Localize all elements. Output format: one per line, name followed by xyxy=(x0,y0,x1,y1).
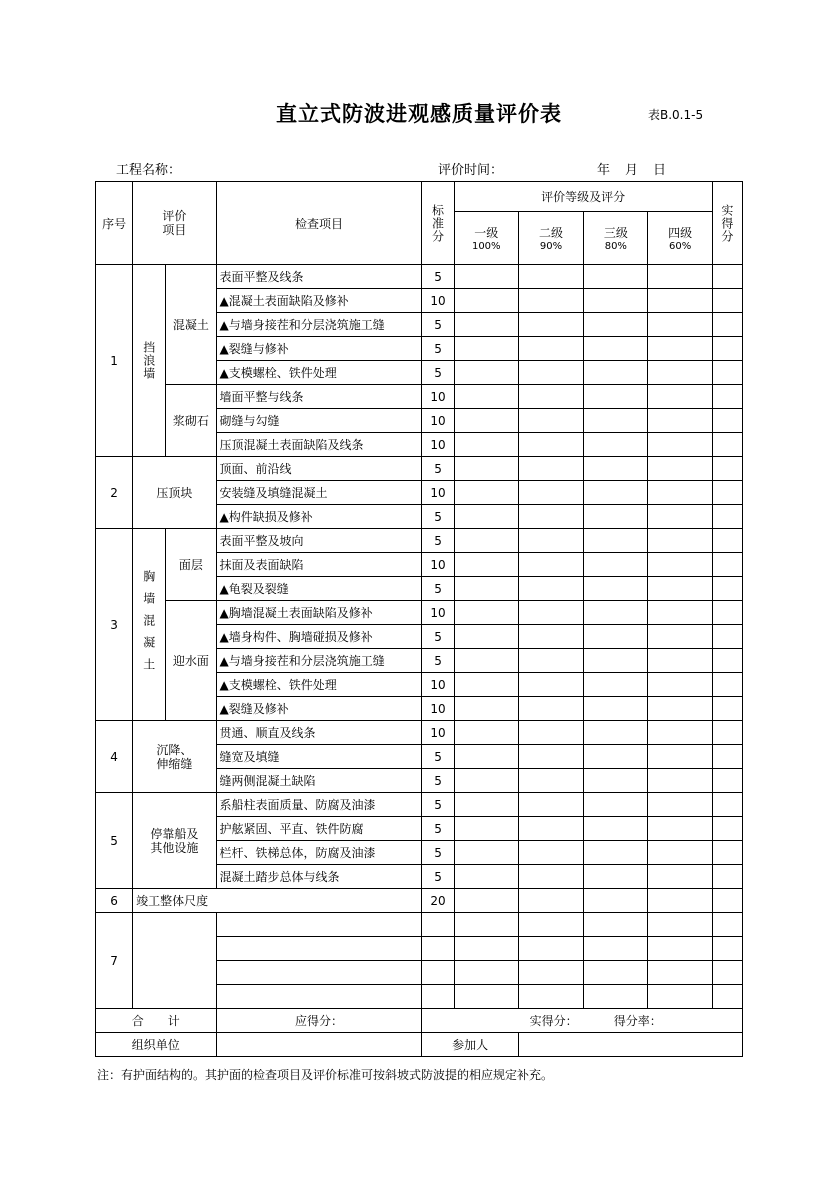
score-cell[interactable] xyxy=(584,889,648,913)
score-cell[interactable] xyxy=(584,961,648,985)
score-cell[interactable] xyxy=(584,745,648,769)
standard-score: 5 xyxy=(422,769,454,793)
score-cell[interactable] xyxy=(712,529,742,553)
score-cell[interactable] xyxy=(648,889,712,913)
score-cell[interactable] xyxy=(584,625,648,649)
date-month: 月 xyxy=(625,163,639,178)
score-cell[interactable] xyxy=(454,913,518,937)
subgroup-name: 混凝土 xyxy=(166,265,216,385)
score-cell[interactable] xyxy=(648,289,712,313)
score-cell[interactable] xyxy=(584,361,648,385)
header-no: 序号 xyxy=(96,182,133,265)
standard-score: 10 xyxy=(422,481,454,505)
score-cell[interactable] xyxy=(518,337,583,361)
score-cell[interactable] xyxy=(712,745,742,769)
score-cell[interactable] xyxy=(584,529,648,553)
org-label: 组织单位 xyxy=(96,1033,217,1057)
score-cell[interactable] xyxy=(648,913,712,937)
score-cell[interactable] xyxy=(712,361,742,385)
score-cell[interactable] xyxy=(518,793,583,817)
check-item: 混凝土踏步总体与线条 xyxy=(216,865,422,889)
score-cell[interactable] xyxy=(454,505,518,529)
check-item[interactable] xyxy=(216,913,422,937)
score-cell[interactable] xyxy=(454,817,518,841)
score-cell[interactable] xyxy=(712,793,742,817)
grade-2-pct: 90% xyxy=(539,241,563,253)
score-cell[interactable] xyxy=(584,673,648,697)
standard-score: 10 xyxy=(422,721,454,745)
section-no: 4 xyxy=(96,721,133,793)
standard-score: 5 xyxy=(422,865,454,889)
score-cell[interactable] xyxy=(518,985,583,1009)
score-cell[interactable] xyxy=(712,817,742,841)
check-item: 安装缝及填缝混凝土 xyxy=(216,481,422,505)
score-cell[interactable] xyxy=(518,529,583,553)
header-standard: 标准分 xyxy=(422,182,454,265)
standard-score: 10 xyxy=(422,433,454,457)
score-cell[interactable] xyxy=(518,505,583,529)
score-cell[interactable] xyxy=(518,817,583,841)
table-row xyxy=(96,529,743,553)
score-cell[interactable] xyxy=(584,793,648,817)
score-cell[interactable] xyxy=(648,601,712,625)
table-row xyxy=(96,721,743,745)
score-cell[interactable] xyxy=(454,889,518,913)
score-cell[interactable] xyxy=(454,745,518,769)
check-item: ▲裂缝与修补 xyxy=(216,337,422,361)
standard-score: 10 xyxy=(422,289,454,313)
table-row xyxy=(96,793,743,817)
grade-4 xyxy=(648,212,712,265)
header-actual: 实得分 xyxy=(712,182,742,265)
score-cell[interactable] xyxy=(518,553,583,577)
standard-score: 5 xyxy=(422,361,454,385)
standard-score: 10 xyxy=(422,409,454,433)
section-name: 停靠船及 其他设施 xyxy=(133,793,216,889)
standard-score[interactable] xyxy=(422,985,454,1009)
subgroup-name: 面层 xyxy=(166,529,216,601)
score-cell[interactable] xyxy=(648,769,712,793)
score-cell[interactable] xyxy=(584,937,648,961)
table-row xyxy=(96,1033,743,1057)
check-item[interactable] xyxy=(216,985,422,1009)
header-check-item: 检查项目 xyxy=(216,182,422,265)
standard-score: 5 xyxy=(422,649,454,673)
score-cell[interactable] xyxy=(454,265,518,289)
score-cell[interactable] xyxy=(712,481,742,505)
score-cell[interactable] xyxy=(648,385,712,409)
score-cell[interactable] xyxy=(454,985,518,1009)
standard-score: 5 xyxy=(422,625,454,649)
score-rate-label: 得分率： xyxy=(584,1009,743,1033)
score-cell[interactable] xyxy=(584,337,648,361)
score-cell[interactable] xyxy=(712,649,742,673)
participant-value[interactable] xyxy=(518,1033,742,1057)
standard-score: 10 xyxy=(422,601,454,625)
score-cell[interactable] xyxy=(454,793,518,817)
score-cell[interactable] xyxy=(584,553,648,577)
score-cell[interactable] xyxy=(454,433,518,457)
section-name: 挡浪墙 xyxy=(133,265,166,457)
score-cell[interactable] xyxy=(518,745,583,769)
score-cell[interactable] xyxy=(648,457,712,481)
table-row xyxy=(96,265,743,289)
standard-score[interactable] xyxy=(422,961,454,985)
section-no: 1 xyxy=(96,265,133,457)
score-cell[interactable] xyxy=(712,841,742,865)
score-cell[interactable] xyxy=(584,577,648,601)
score-cell[interactable] xyxy=(712,961,742,985)
check-item: 系船柱表面质量、防腐及油漆 xyxy=(216,793,422,817)
score-cell[interactable] xyxy=(712,409,742,433)
check-item: ▲裂缝及修补 xyxy=(216,697,422,721)
subgroup-name: 浆砌石 xyxy=(166,385,216,457)
grade-4-pct: 60% xyxy=(669,241,692,253)
score-cell[interactable] xyxy=(648,673,712,697)
score-cell[interactable] xyxy=(648,505,712,529)
score-cell[interactable] xyxy=(648,529,712,553)
check-item: 贯通、顺直及线条 xyxy=(216,721,422,745)
score-cell[interactable] xyxy=(454,625,518,649)
standard-score: 5 xyxy=(422,265,454,289)
score-cell[interactable] xyxy=(648,337,712,361)
table-row xyxy=(96,1009,743,1033)
check-item: 压顶混凝土表面缺陷及线条 xyxy=(216,433,422,457)
standard-score: 10 xyxy=(422,553,454,577)
check-item: ▲墙身构件、胸墙碰损及修补 xyxy=(216,625,422,649)
check-item: 墙面平整与线条 xyxy=(216,385,422,409)
score-cell[interactable] xyxy=(648,697,712,721)
score-cell[interactable] xyxy=(454,697,518,721)
score-cell[interactable] xyxy=(584,265,648,289)
score-cell[interactable] xyxy=(648,961,712,985)
score-cell[interactable] xyxy=(518,457,583,481)
score-cell[interactable] xyxy=(584,409,648,433)
score-cell[interactable] xyxy=(518,577,583,601)
grade-3-name: 三级 xyxy=(603,226,628,241)
section-name: 沉降、 伸缩缝 xyxy=(133,721,216,793)
score-cell[interactable] xyxy=(712,433,742,457)
score-cell[interactable] xyxy=(518,361,583,385)
check-item: ▲支模螺栓、铁件处理 xyxy=(216,361,422,385)
check-item[interactable] xyxy=(216,937,422,961)
score-cell[interactable] xyxy=(584,457,648,481)
score-cell[interactable] xyxy=(648,361,712,385)
project-name-label: 工程名称： xyxy=(116,163,182,178)
participant-label: 参加人 xyxy=(422,1033,518,1057)
score-cell[interactable] xyxy=(712,457,742,481)
score-cell[interactable] xyxy=(584,913,648,937)
standard-score: 10 xyxy=(422,697,454,721)
form-code: 表B.0.1-5 xyxy=(648,108,704,122)
score-cell[interactable] xyxy=(712,625,742,649)
check-item: 栏杆、铁梯总体，防腐及油漆 xyxy=(216,841,422,865)
score-cell[interactable] xyxy=(648,553,712,577)
score-cell[interactable] xyxy=(712,505,742,529)
grade-4-name: 四级 xyxy=(668,226,693,241)
score-cell[interactable] xyxy=(454,649,518,673)
header-grade-group: 评价等级及评分 xyxy=(454,182,712,212)
score-cell[interactable] xyxy=(518,265,583,289)
score-cell[interactable] xyxy=(454,481,518,505)
score-cell[interactable] xyxy=(454,289,518,313)
score-cell[interactable] xyxy=(454,409,518,433)
score-cell[interactable] xyxy=(518,649,583,673)
score-cell[interactable] xyxy=(454,337,518,361)
score-cell[interactable] xyxy=(648,817,712,841)
score-cell[interactable] xyxy=(518,673,583,697)
expected-score-label: 应得分： xyxy=(216,1009,422,1033)
score-cell[interactable] xyxy=(712,889,742,913)
section-name xyxy=(133,913,216,1009)
score-cell[interactable] xyxy=(454,841,518,865)
section-no: 3 xyxy=(96,529,133,721)
standard-score: 5 xyxy=(422,313,454,337)
evaluation-table xyxy=(95,181,743,1057)
score-cell[interactable] xyxy=(518,409,583,433)
standard-score: 5 xyxy=(422,745,454,769)
score-cell[interactable] xyxy=(454,313,518,337)
score-cell[interactable] xyxy=(518,961,583,985)
grade-3-pct: 80% xyxy=(604,241,627,253)
standard-score: 5 xyxy=(422,841,454,865)
standard-score: 5 xyxy=(422,817,454,841)
score-cell[interactable] xyxy=(518,937,583,961)
score-cell[interactable] xyxy=(454,769,518,793)
score-cell[interactable] xyxy=(518,721,583,745)
score-cell[interactable] xyxy=(454,865,518,889)
score-cell[interactable] xyxy=(454,673,518,697)
check-item: 砌缝与勾缝 xyxy=(216,409,422,433)
score-cell[interactable] xyxy=(712,673,742,697)
score-cell[interactable] xyxy=(648,745,712,769)
score-cell[interactable] xyxy=(454,457,518,481)
check-item: ▲与墙身接茬和分层浇筑施工缝 xyxy=(216,313,422,337)
grade-1 xyxy=(454,212,518,265)
check-item: 抹面及表面缺陷 xyxy=(216,553,422,577)
subgroup-name: 迎水面 xyxy=(166,601,216,721)
score-cell[interactable] xyxy=(648,985,712,1009)
score-cell[interactable] xyxy=(712,601,742,625)
grade-2 xyxy=(518,212,583,265)
check-item: 缝宽及填缝 xyxy=(216,745,422,769)
score-cell[interactable] xyxy=(648,721,712,745)
check-item: 护舷紧固、平直、铁件防腐 xyxy=(216,817,422,841)
section-name: 竣工整体尺度 xyxy=(133,889,422,913)
score-cell[interactable] xyxy=(584,817,648,841)
check-item: 表面平整及线条 xyxy=(216,265,422,289)
score-cell[interactable] xyxy=(518,841,583,865)
score-cell[interactable] xyxy=(454,529,518,553)
grade-1-pct: 100% xyxy=(471,241,501,253)
check-item: ▲混凝土表面缺陷及修补 xyxy=(216,289,422,313)
score-cell[interactable] xyxy=(648,625,712,649)
section-name: 胸墙混凝土 xyxy=(133,529,166,721)
standard-score: 5 xyxy=(422,577,454,601)
score-cell[interactable] xyxy=(712,289,742,313)
check-item: ▲胸墙混凝土表面缺陷及修补 xyxy=(216,601,422,625)
score-cell[interactable] xyxy=(648,577,712,601)
score-cell[interactable] xyxy=(648,481,712,505)
score-cell[interactable] xyxy=(648,841,712,865)
table-row xyxy=(96,889,743,913)
section-no: 7 xyxy=(96,913,133,1009)
footnote: 注：有护面结构的。其护面的检查项目及评价标准可按斜坡式防波提的相应规定补充。 xyxy=(97,1068,554,1082)
standard-score: 5 xyxy=(422,457,454,481)
check-item: ▲与墙身接茬和分层浇筑施工缝 xyxy=(216,649,422,673)
score-cell[interactable] xyxy=(584,385,648,409)
score-cell[interactable] xyxy=(454,577,518,601)
table-row xyxy=(96,385,743,409)
section-name: 压顶块 xyxy=(133,457,216,529)
standard-score: 10 xyxy=(422,673,454,697)
standard-score[interactable] xyxy=(422,937,454,961)
check-item: ▲支模螺栓、铁件处理 xyxy=(216,673,422,697)
score-cell[interactable] xyxy=(712,577,742,601)
score-cell[interactable] xyxy=(518,601,583,625)
table-row xyxy=(96,913,743,937)
check-item: ▲龟裂及裂缝 xyxy=(216,577,422,601)
score-cell[interactable] xyxy=(584,505,648,529)
score-cell[interactable] xyxy=(712,313,742,337)
score-cell[interactable] xyxy=(518,625,583,649)
score-cell[interactable] xyxy=(454,361,518,385)
score-cell[interactable] xyxy=(584,865,648,889)
date-year: 年 xyxy=(597,163,611,178)
score-cell[interactable] xyxy=(518,385,583,409)
grade-1-name: 一级 xyxy=(474,226,499,241)
score-cell[interactable] xyxy=(584,649,648,673)
score-cell[interactable] xyxy=(518,433,583,457)
score-cell[interactable] xyxy=(712,553,742,577)
score-cell[interactable] xyxy=(584,721,648,745)
check-item[interactable] xyxy=(216,961,422,985)
score-cell[interactable] xyxy=(648,409,712,433)
score-cell[interactable] xyxy=(518,913,583,937)
score-cell[interactable] xyxy=(454,961,518,985)
eval-time-label: 评价时间： xyxy=(438,163,504,178)
score-cell[interactable] xyxy=(454,601,518,625)
page-title: 直立式防波进观感质量评价表 xyxy=(276,102,562,126)
section-no: 2 xyxy=(96,457,133,529)
score-cell[interactable] xyxy=(648,865,712,889)
score-cell[interactable] xyxy=(712,697,742,721)
check-item: 表面平整及坡向 xyxy=(216,529,422,553)
score-cell[interactable] xyxy=(648,793,712,817)
score-cell[interactable] xyxy=(454,721,518,745)
standard-score: 20 xyxy=(422,889,454,913)
score-cell[interactable] xyxy=(584,313,648,337)
score-cell[interactable] xyxy=(712,337,742,361)
score-cell[interactable] xyxy=(518,865,583,889)
standard-score: 5 xyxy=(422,505,454,529)
org-value[interactable] xyxy=(216,1033,422,1057)
standard-score: 5 xyxy=(422,529,454,553)
check-item: ▲构件缺损及修补 xyxy=(216,505,422,529)
actual-score-label: 实得分： xyxy=(422,1009,584,1033)
score-cell[interactable] xyxy=(518,769,583,793)
header-eval-item: 评价 项目 xyxy=(133,182,216,265)
standard-score: 10 xyxy=(422,385,454,409)
score-cell[interactable] xyxy=(518,697,583,721)
score-cell[interactable] xyxy=(518,889,583,913)
standard-score: 5 xyxy=(422,337,454,361)
standard-score[interactable] xyxy=(422,913,454,937)
score-cell[interactable] xyxy=(584,481,648,505)
score-cell[interactable] xyxy=(584,769,648,793)
table-row xyxy=(96,457,743,481)
date-day: 日 xyxy=(653,163,667,178)
section-no: 6 xyxy=(96,889,133,913)
grade-2-name: 二级 xyxy=(539,226,564,241)
table-row xyxy=(96,601,743,625)
score-cell[interactable] xyxy=(648,937,712,961)
score-cell[interactable] xyxy=(454,937,518,961)
check-item: 顶面、前沿线 xyxy=(216,457,422,481)
score-cell[interactable] xyxy=(648,649,712,673)
score-cell[interactable] xyxy=(712,721,742,745)
score-cell[interactable] xyxy=(648,433,712,457)
score-cell[interactable] xyxy=(584,841,648,865)
check-item: 缝两侧混凝土缺陷 xyxy=(216,769,422,793)
score-cell[interactable] xyxy=(712,985,742,1009)
score-cell[interactable] xyxy=(712,769,742,793)
score-cell[interactable] xyxy=(712,865,742,889)
score-cell[interactable] xyxy=(648,265,712,289)
score-cell[interactable] xyxy=(584,289,648,313)
score-cell[interactable] xyxy=(518,289,583,313)
score-cell[interactable] xyxy=(584,697,648,721)
score-cell[interactable] xyxy=(712,937,742,961)
standard-score: 5 xyxy=(422,793,454,817)
score-cell[interactable] xyxy=(584,601,648,625)
score-cell[interactable] xyxy=(648,313,712,337)
score-cell[interactable] xyxy=(712,265,742,289)
total-label: 合 计 xyxy=(96,1009,217,1033)
score-cell[interactable] xyxy=(518,313,583,337)
grade-3 xyxy=(584,212,648,265)
score-cell[interactable] xyxy=(712,385,742,409)
score-cell[interactable] xyxy=(584,433,648,457)
score-cell[interactable] xyxy=(584,985,648,1009)
score-cell[interactable] xyxy=(712,913,742,937)
score-cell[interactable] xyxy=(454,385,518,409)
section-no: 5 xyxy=(96,793,133,889)
score-cell[interactable] xyxy=(454,553,518,577)
score-cell[interactable] xyxy=(518,481,583,505)
